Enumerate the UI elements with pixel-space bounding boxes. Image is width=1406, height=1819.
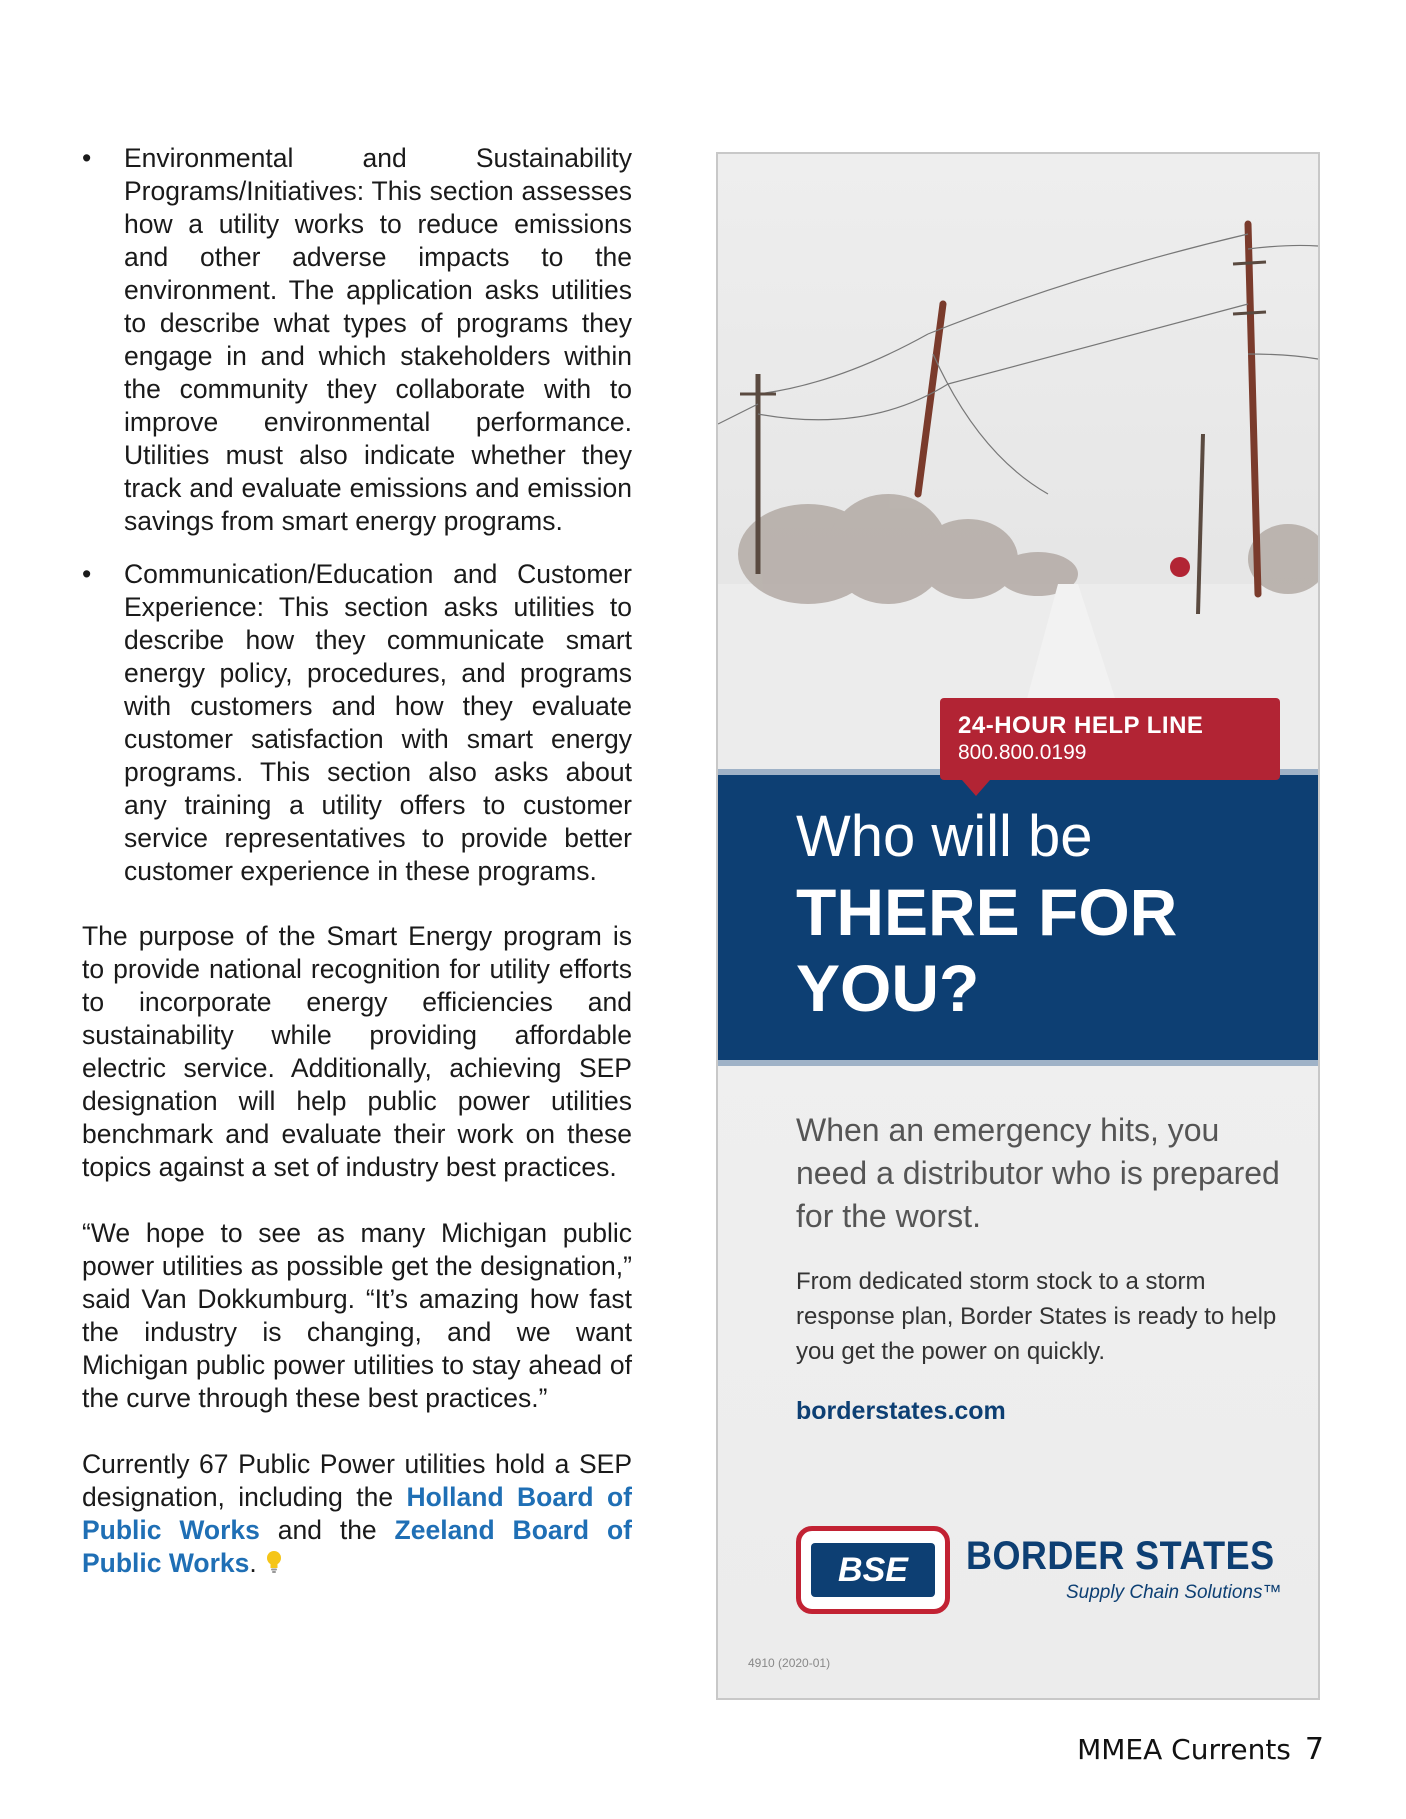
zeeland-bpw-link[interactable]: Zeeland Board of Public Works bbox=[82, 1515, 632, 1578]
headline-line1: Who will be bbox=[796, 804, 1093, 869]
ad-code: 4910 (2020-01) bbox=[748, 1656, 831, 1670]
border-states-advertisement[interactable] bbox=[716, 152, 1320, 1700]
page-number: 7 bbox=[1304, 1732, 1324, 1767]
help-line-phone[interactable]: 800.800.0199 bbox=[958, 741, 1087, 764]
page-footer bbox=[1077, 1732, 1324, 1767]
bse-logo-text: BSE bbox=[811, 1543, 935, 1597]
bullet-text-environmental: Environmental and Sustainability Programs/Initiatives: This section assesses how a utility works to reduce emissions and other adverse impacts to the environment. The application asks utilities to describe what types of programs they engage in and which stakeholders within the community they collaborate with to improve environmental performance. Utilities must also indicate whether they track and evaluate emissions and emission savings from smart energy programs. bbox=[124, 143, 632, 536]
paragraph-purpose: The purpose of the Smart Energy program is to provide national recognition for utility efforts to incorporate energy efficiencies and sustainability while providing affordable electric service. Additionally, achieving SEP designation will help public power utilities benchmark and evaluate their work on these topics against a set of industry best practices. bbox=[82, 921, 632, 1182]
lightbulb-icon bbox=[265, 1549, 283, 1582]
bullet-text-communication: Communication/Education and Customer Experience: This section asks utilities to describe how they communicate smart energy policy, procedures, and programs with customers and how they evaluate customer satisfaction with smart energy programs. This section also asks about any training a utility offers to customer service representatives to provide better customer experience in these programs. bbox=[124, 559, 632, 886]
paragraph-quote: “We hope to see as many Michigan public power utilities as possible get the designation,” said Van Dokkumburg. “It’s amazing how fast the industry is changing, and we want Michigan public power utilities to stay ahead of the curve through these best practices.” bbox=[82, 1218, 632, 1413]
ad-body-text: From dedicated storm stock to a storm response plan, Border States is ready to help you get the power on quickly. bbox=[796, 1268, 1277, 1365]
holland-bpw-link[interactable]: Holland Board of Public Works bbox=[82, 1482, 632, 1545]
bullet-list bbox=[82, 142, 632, 888]
help-line-title: 24-HOUR HELP LINE bbox=[958, 712, 1204, 739]
headline-line2: THERE FOR YOU? bbox=[796, 875, 1178, 1025]
article-column bbox=[82, 142, 632, 1615]
list-item: • Environmental and Sustainability Programs/Initiatives: This section assesses how a utility works to reduce emissions and other adverse impacts to the environment. The application asks utilities to describe what types of programs they engage in and which stakeholders within the community they collaborate with to improve environmental performance. Utilities must also indicate whether they track and evaluate emissions and emission savings from smart energy programs. bbox=[82, 143, 632, 536]
storm-damage-photo bbox=[718, 154, 1318, 769]
company-tagline: Supply Chain Solutions™ bbox=[1066, 1582, 1282, 1603]
company-name: BORDER STATES bbox=[966, 1534, 1275, 1578]
website-link[interactable]: borderstates.com bbox=[796, 1397, 1006, 1425]
help-line-callout[interactable] bbox=[940, 698, 1280, 780]
paragraph-sep-holders: Currently 67 Public Power utilities hold a SEP designation, including the Holland Board of Public Works and the Zeeland Board of Public Works. bbox=[82, 1448, 632, 1582]
ad-lead-text: When an emergency hits, you need a distributor who is prepared for the worst. bbox=[796, 1112, 1280, 1234]
list-item: • Communication/Education and Customer Experience: This section asks utilities to describe how they communicate smart energy policy, procedures, and programs with customers and how they evaluate customer satisfaction with smart energy programs. This section also asks about any training a utility offers to customer service representatives to provide better customer experience in these programs. bbox=[82, 559, 632, 886]
publication-name: MMEA Currents bbox=[1077, 1733, 1291, 1766]
bse-logo-mark bbox=[796, 1526, 950, 1614]
